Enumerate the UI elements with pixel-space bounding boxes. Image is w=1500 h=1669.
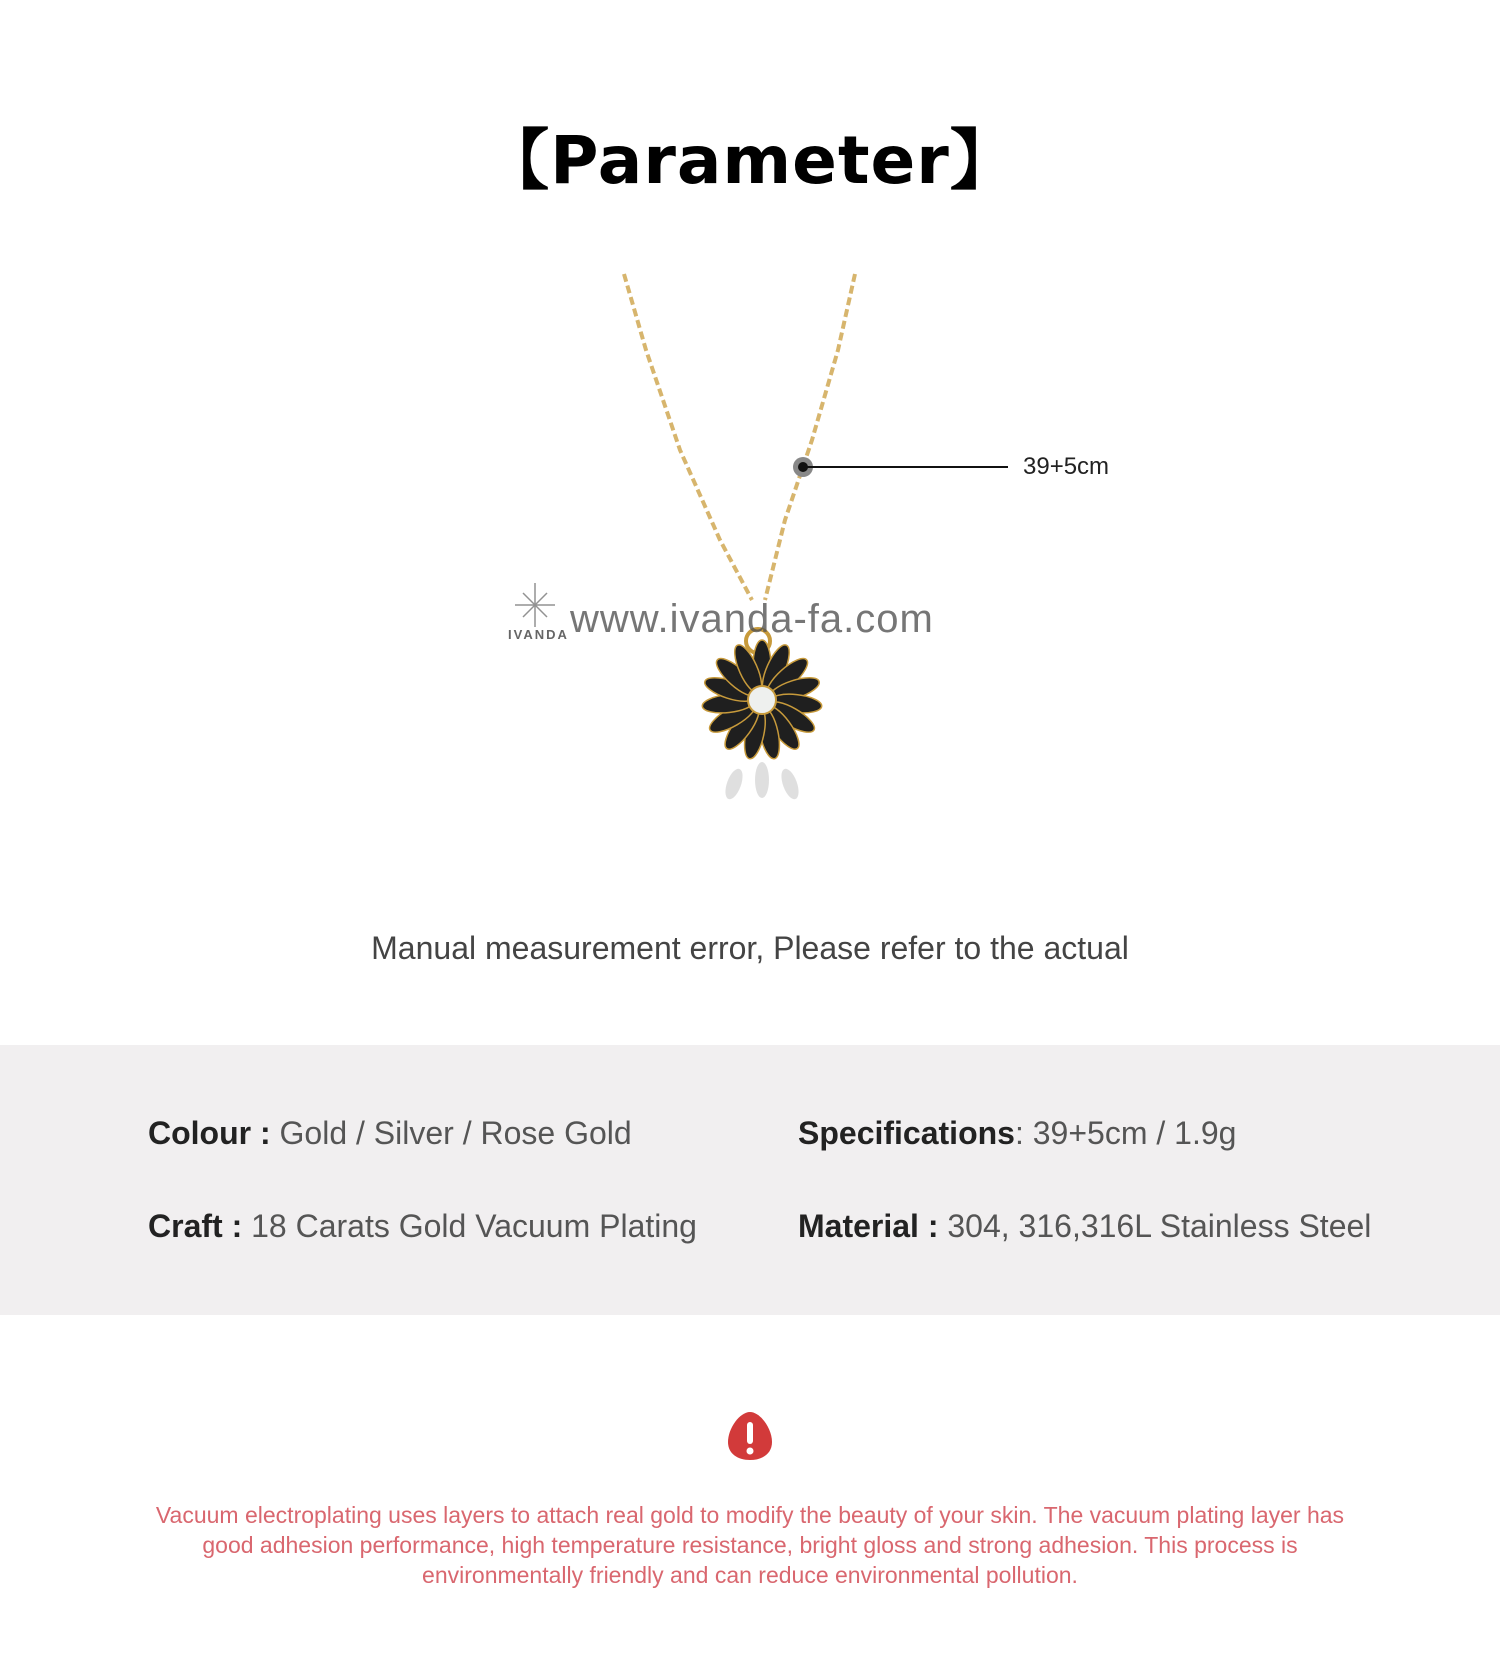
measurement-label: 39+5cm bbox=[1023, 453, 1110, 480]
spec-material-value: 304, 316,316L Stainless Steel bbox=[947, 1208, 1372, 1244]
watermark-url: www.ivanda-fa.com bbox=[570, 597, 934, 641]
spec-specifications-label: Specifications bbox=[798, 1115, 1015, 1151]
spec-specifications-value: : 39+5cm / 1.9g bbox=[1014, 1115, 1237, 1151]
measurement-note: Manual measurement error, Please refer to the actual bbox=[371, 930, 1129, 966]
product-image bbox=[0, 260, 1500, 820]
spec-material-label: Material : bbox=[798, 1208, 939, 1244]
flower-pendant bbox=[701, 640, 822, 761]
spec-colour-label: Colour : bbox=[148, 1115, 271, 1151]
spec-craft bbox=[148, 1208, 697, 1245]
necklace-illustration bbox=[0, 260, 1500, 820]
watermark-brand: IVANDA bbox=[508, 627, 569, 642]
chain-right bbox=[765, 274, 855, 600]
spec-specifications bbox=[798, 1115, 1236, 1152]
spec-colour bbox=[148, 1115, 632, 1152]
page-title: 【Parameter】 bbox=[483, 122, 1017, 199]
chain-left bbox=[624, 274, 752, 600]
spec-material bbox=[798, 1208, 1371, 1245]
watermark-star-icon bbox=[515, 583, 555, 627]
exclamation-icon bbox=[726, 1410, 774, 1462]
pendant-reflection bbox=[722, 762, 802, 801]
spec-craft-value: 18 Carats Gold Vacuum Plating bbox=[251, 1208, 697, 1244]
spec-colour-value: Gold / Silver / Rose Gold bbox=[279, 1115, 632, 1151]
spec-panel bbox=[0, 1045, 1500, 1315]
spec-craft-label: Craft : bbox=[148, 1208, 243, 1244]
warning-text: Vacuum electroplating uses layers to attach real gold to modify the beauty of your skin. The vacuum plating layer has good adhesion performance, high temperature resistance, bright gloss and strong adhesion. This process is environmentally friendly and can reduce environmental pollution. bbox=[155, 1502, 1345, 1588]
